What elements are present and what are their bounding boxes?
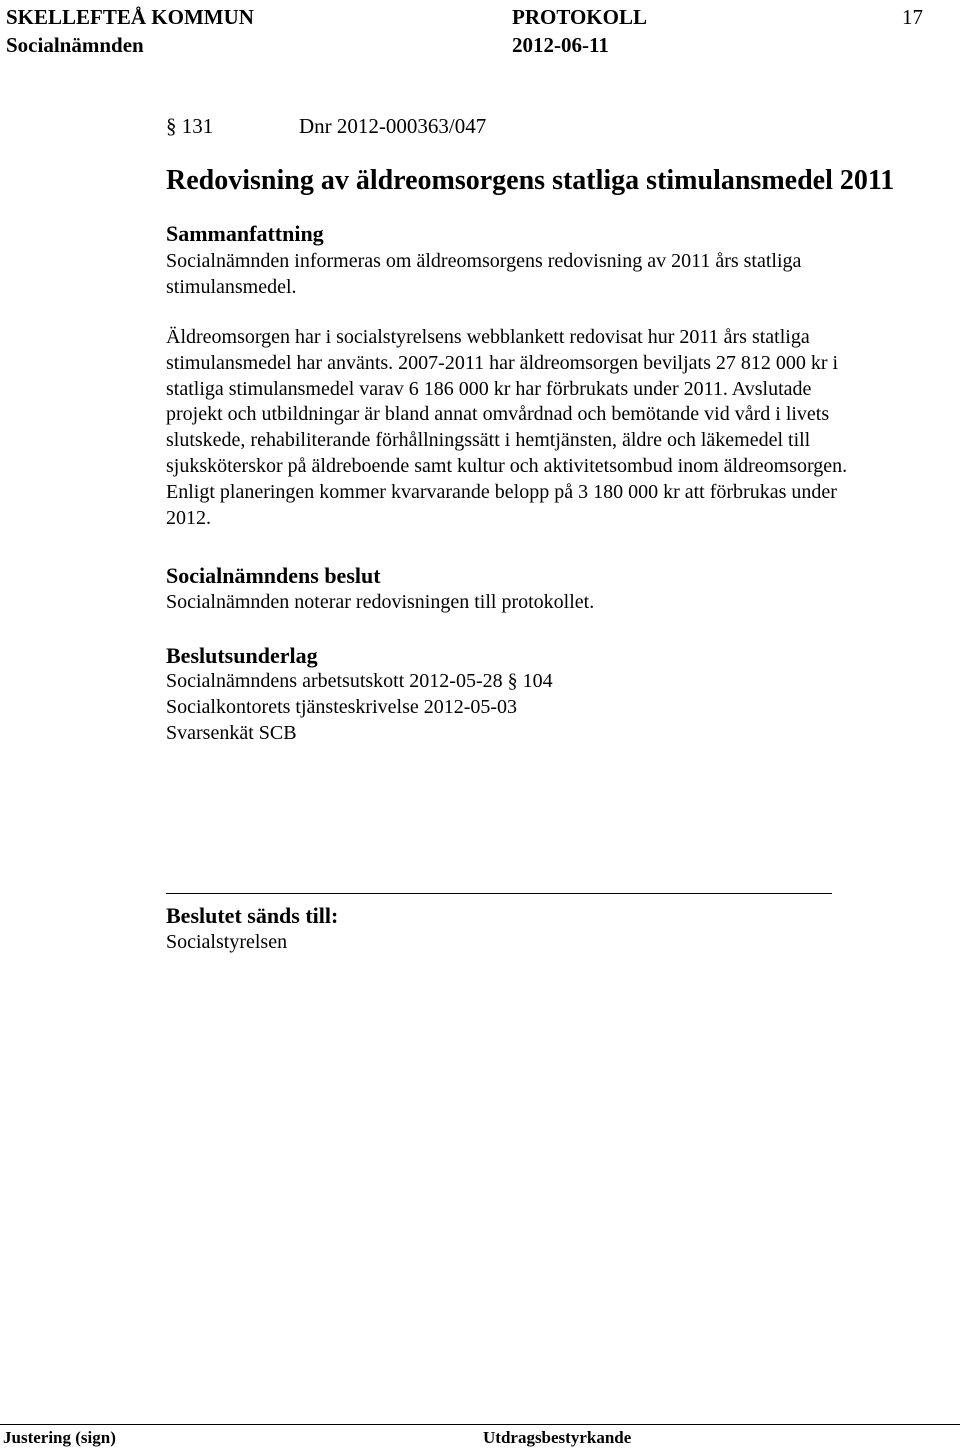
basis-heading: Beslutsunderlag — [166, 643, 318, 668]
header-department: Socialnämnden — [6, 33, 144, 57]
decision-text — [166, 590, 946, 616]
header-page-number: 17 — [902, 5, 923, 29]
footer-signature-label: Justering (sign) — [3, 1428, 116, 1447]
text-line: Socialnämnden informeras om äldreomsorgens redovisning av 2011 års statliga — [166, 250, 802, 272]
divider — [166, 893, 832, 894]
paragraph-reference — [166, 114, 487, 138]
text-line: sjuksköterskor på äldreboende samt kultur och aktivitetsombud inom äldreomsorgen. — [166, 454, 848, 477]
summary-heading: Sammanfattning — [166, 221, 324, 246]
paragraph-number: § 131 — [166, 114, 214, 138]
summary-paragraph-2 — [166, 325, 946, 531]
decision-heading: Socialnämndens beslut — [166, 563, 381, 588]
recipients-heading: Beslutet sänds till: — [166, 903, 339, 928]
text-line: slutskede, rehabiliterande förhållningssätt i hemtjänsten, äldre och läkemedel till — [166, 429, 811, 452]
header-date: 2012-06-11 — [512, 33, 609, 57]
text-line: 2012. — [166, 506, 211, 529]
text-line: stimulansmedel. — [166, 275, 297, 298]
text-line: projekt och utbildningar är bland annat omvårdnad och bemötande vid vård i livets — [166, 403, 830, 426]
document-title: Redovisning av äldreomsorgens statliga stimulansmedel 2011 — [166, 165, 895, 196]
recipients-list — [166, 930, 946, 956]
header-organization: SKELLEFTEÅ KOMMUN — [6, 5, 254, 29]
header-document-type: PROTOKOLL — [512, 5, 647, 29]
text-line: stimulansmedel har använts. 2007-2011 har äldreomsorgen beviljats 27 812 000 kr i — [166, 351, 839, 374]
text-line: Äldreomsorgen har i socialstyrelsens webblankett redovisat hur 2011 års statliga — [166, 326, 810, 348]
list-item: Svarsenkät SCB — [166, 721, 297, 744]
basis-list — [166, 669, 946, 746]
recipient: Socialstyrelsen — [166, 931, 288, 953]
diary-number: Dnr 2012-000363/047 — [299, 114, 487, 138]
text-line: Socialnämnden noterar redovisningen till protokollet. — [166, 591, 595, 613]
footer-certification-label: Utdragsbestyrkande — [483, 1428, 632, 1447]
list-item: Socialkontorets tjänsteskrivelse 2012-05-03 — [166, 695, 518, 718]
text-line: statliga stimulansmedel varav 6 186 000 kr har förbrukats under 2011. Avslutade — [166, 377, 812, 400]
footer-top-rule — [0, 1424, 960, 1425]
text-line: Enligt planeringen kommer kvarvarande belopp på 3 180 000 kr att förbrukas under — [166, 480, 837, 503]
summary-paragraph-1 — [166, 249, 946, 301]
list-item: Socialnämndens arbetsutskott 2012-05-28 § 104 — [166, 670, 553, 692]
